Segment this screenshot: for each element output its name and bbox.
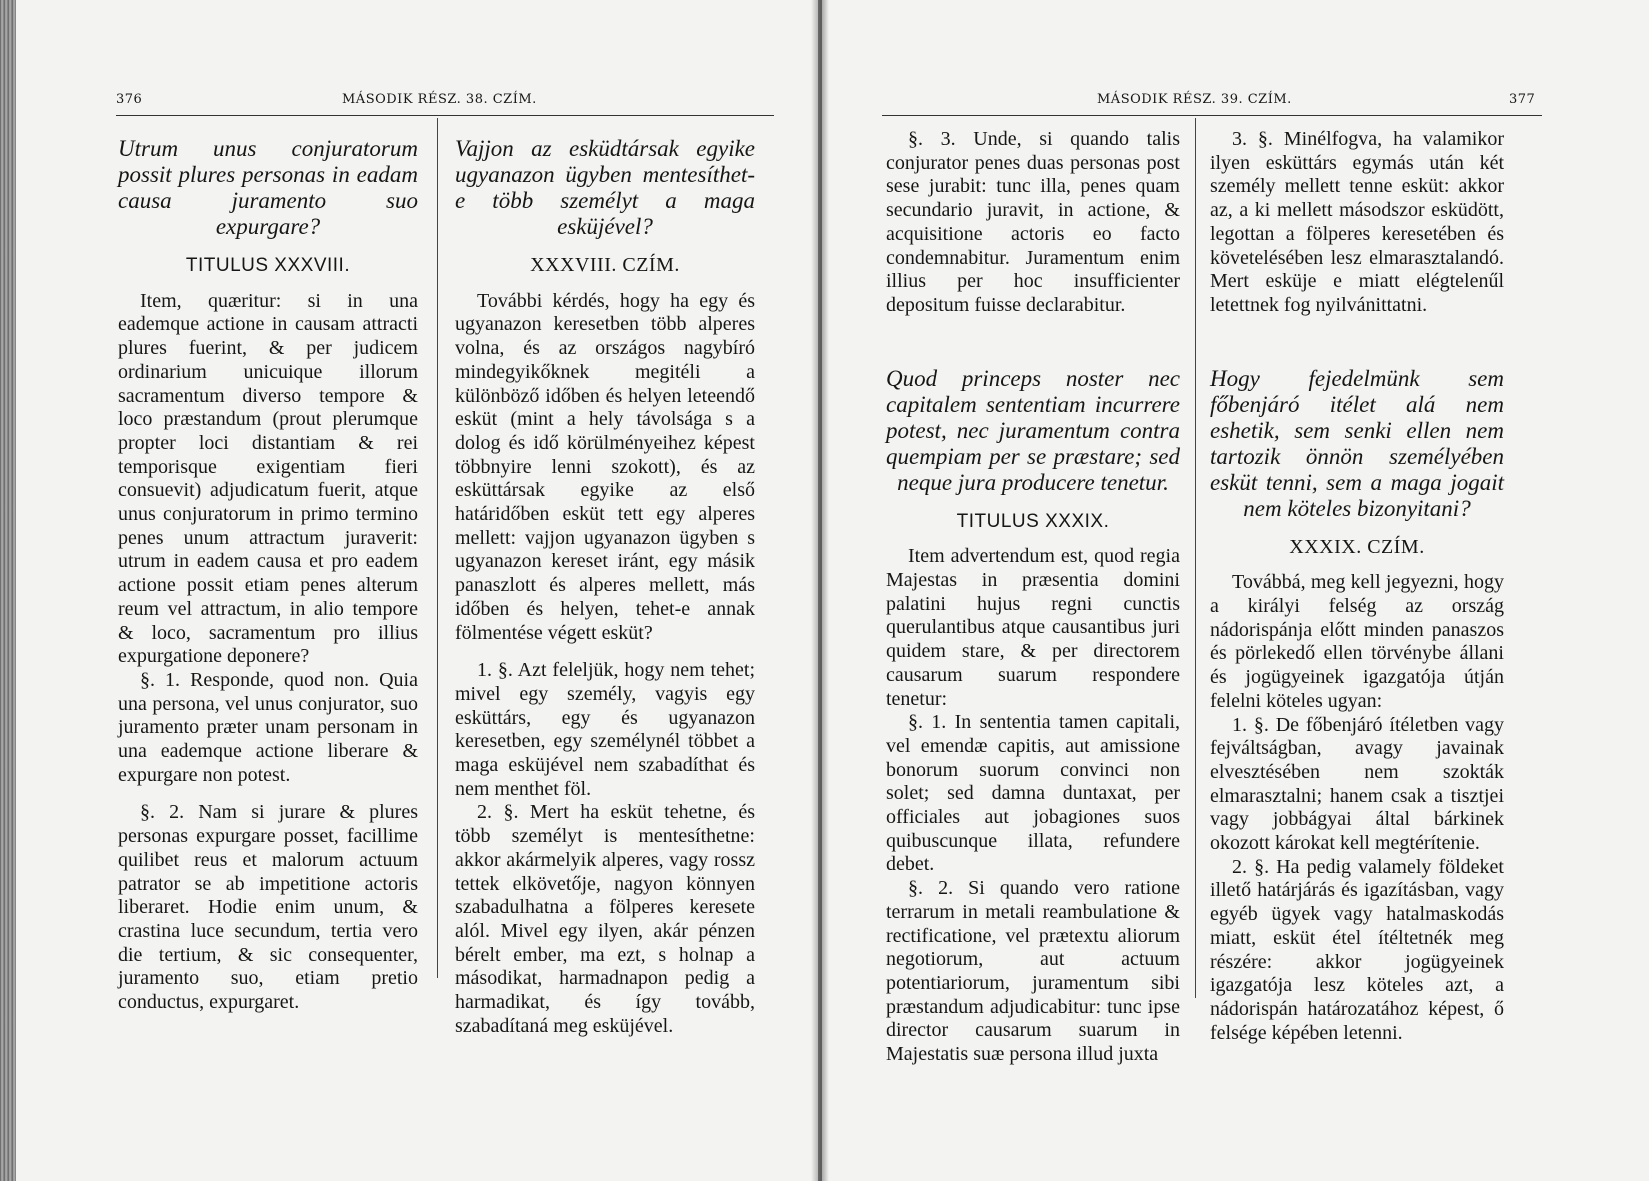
right-hungarian-paragraph: 1. §. De főbenjáró ítéletben vagy fejváltságban, avagy javainak elvesztésében nem szokták elmarasztalni; hanem csak a tisztjei vagy jobbágyai által bárkinek okozott károkat kell megtérítenie.	[1210, 713, 1504, 855]
left-latin-column	[118, 128, 418, 1015]
left-page	[0, 0, 818, 1181]
left-hungarian-paragraph: 1. §. Azt feleljük, hogy nem tehet; mivel egy személy, vagyis egy esküttárs, egy és ugyanazon keresetben, egy személynél többet a maga esküjével nem szabadíthat és nem menthet föl.	[455, 659, 755, 800]
right-latin-paragraph: §. 2. Si quando vero ratione terrarum in metali reambulatione & rectificatione, vel prætextu aliorum negotiorum, aut actuum potentiariorum, juramentum sibi præstandum adjudicabitur: tunc ipse director causarum suarum in Majestatis suæ persona illud juxta	[886, 877, 1180, 1066]
right-hungarian-paragraph: 2. §. Ha pedig valamely földeket illető határjárás és igazításban, vagy egyéb ügyek vagy hatalmaskodás miatt, esküt étel ítéltetnék meg részére: akkor jogügyeinek igazgatója lesz köteles azt, a nádorispán határozatához képest, ő felsége képében letenni.	[1210, 855, 1504, 1044]
left-hungarian-heading: XXXVIII. CZÍM.	[530, 254, 680, 276]
right-latin-heading: TITULUS XXXIX.	[956, 510, 1110, 532]
right-page	[822, 0, 1649, 1181]
left-hungarian-title: Vajjon az esküdtársak egyike ugyanazon ügyben mentesíthet-e több személyt a maga esküjével?	[455, 136, 755, 239]
book-edge	[0, 0, 16, 1181]
left-header-rule	[116, 115, 774, 116]
left-page-number: 376	[116, 92, 143, 107]
right-latin-paragraph: Item advertendum est, quod regia Majestas in præsentia domini palatini hujus regni cunctis querulantibus atque causantibus juri quidem stare, & per directorem causarum suarum respondere tenetur:	[886, 545, 1180, 710]
right-latin-column	[886, 128, 1180, 1067]
right-hungarian-intro: 3. §. Minélfogva, ha valamikor ilyen esküttárs egymás után két személy mellett tenne esküt: akkor az, a ki mellett másodszor esküdött, legottan a fölperes keresetében és követelésében lesz elmarasztalandó. Mert esküje e miatt elégtelenűl letettnek fog nyilvánittatni.	[1210, 128, 1504, 316]
left-column-divider	[437, 118, 438, 978]
left-latin-title: Utrum unus conjuratorum possit plures personas in eadam causa juramento suo expurgare?	[118, 136, 418, 239]
left-latin-paragraph: §. 2. Nam si jurare & plures personas expurgare posset, facillime quilibet reus et malorum actuum patrator se ab impetitione actoris liberaret. Hodie enim unum, & crastina luce secundum, tertia vero die tertium, & sic consequenter, juramento suo, etiam pretio conductus, expurgaret.	[118, 801, 418, 1014]
right-hungarian-column	[1210, 128, 1504, 1045]
book-spine-shadow	[811, 0, 829, 1181]
left-latin-paragraph: Item, quæritur: si in una eademque actione in causam attracti plures fuerint, & per judicem ordinarium unicuique illorum sacramentum diverso tempore & loco præstandum (prout plerumque propter loci distantiam & rei temporisque exigentiam fieri consuevit) adjudicatum fuerit, atque unus conjuratorum in primo termino penes unum attractum juraverit: utrum in eadem causa et pro eadem actione possit etiam penes alterum reum vel attractum, in alio tempore & loco, sacramentum pro illius expurgatione deponere?	[118, 289, 418, 668]
left-hungarian-paragraph: 2. §. Mert ha esküt tehetne, és több személyt is mentesíthetne: akkor akármelyik alperes, vagy rossz tettek elkövetője, nagyon könnyen szabadulhatna a fölperes keresete alól. Mivel egy ilyen, akár pénzen bérelt ember, ma ezt, s holnap a másodikat, harmadnapon pedig a harmadikat, és így tovább, szabadítaná meg esküjével.	[455, 801, 755, 1037]
left-hungarian-column	[455, 128, 755, 1039]
left-running-head: MÁSODIK RÉSZ. 38. CZÍM.	[342, 92, 537, 107]
right-latin-paragraph: §. 1. In sententia tamen capitali, vel emendæ capitis, aut amissione bonorum suorum convinci non solet; sed damna duntaxat, per officiales aut jobagiones suos quibuscunque illata, refundere debet.	[886, 711, 1180, 876]
right-latin-intro: §. 3. Unde, si quando talis conjurator penes duas personas post sese jurabit: tunc illa, penes quam secundario juravit, in actione, & acquisitione actoris eo facto condemnabitur. Juramentum enim illius per hoc insufficienter depositum fuisse declarabitur.	[886, 128, 1180, 316]
left-latin-paragraph: §. 1. Responde, quod non. Quia una persona, vel unus conjurator, suo juramento præter unam personam in una eademque actione liberare & expurgare non potest.	[118, 668, 418, 786]
left-latin-heading: TITULUS XXXVIII.	[185, 255, 351, 276]
right-hungarian-paragraph: Továbbá, meg kell jegyezni, hogy a királyi felség az ország nádorispánja előtt minden panaszos és pörlekedő ellen törvénybe állani és jogügyeinek igazgatója útján felelni köteles ugyan:	[1210, 571, 1504, 712]
right-hungarian-heading: XXXIX. CZÍM.	[1289, 535, 1425, 558]
right-hungarian-title: Hogy fejedelmünk sem főbenjáró itélet alá nem eshetik, sem senki ellen nem tartozik önnön személyében esküt tenni, sem a maga jogait nem köteles bizonyitani?	[1210, 365, 1504, 521]
right-header-rule	[882, 115, 1542, 116]
left-hungarian-paragraph: További kérdés, hogy ha egy és ugyanazon keresetben több alperes volna, és az országos nagybíró mindegyikőknek megitéli a különböző időben és helyen leteendő esküt (mint a hely távolsága s a dolog és idő körülményeihez képest többnyire lenni szokott), és az esküttársak egyike az első határidőben esküt tett egy alperes mellett: vajjon ugyanazon ügyben s ugyanazon kereset iránt, egy másik panaszlott és alperes mellett, más időben és helyen, tehet-e annak fölmentése végett esküt?	[455, 289, 755, 644]
right-page-number: 377	[1509, 92, 1536, 107]
right-running-head: MÁSODIK RÉSZ. 39. CZÍM.	[1097, 92, 1292, 107]
right-latin-title: Quod princeps noster nec capitalem sententiam incurrere potest, nec juramentum contra quempiam per se præstare; sed neque jura producere tenetur.	[886, 365, 1180, 495]
right-column-divider	[1195, 118, 1196, 998]
